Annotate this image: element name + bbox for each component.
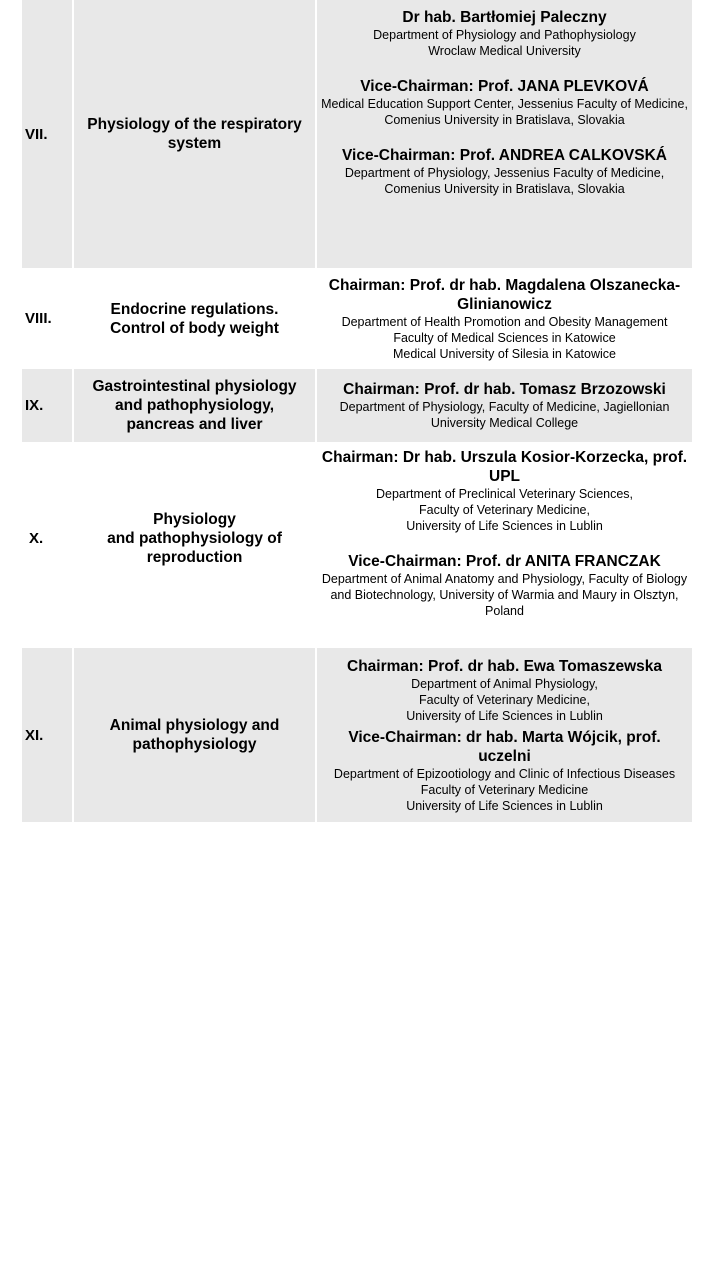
session-number: XI. <box>22 648 74 822</box>
session-chairs <box>317 444 692 632</box>
chair-name: Chairman: Prof. dr hab. Magdalena Olszanecka-Glinianowicz <box>328 276 681 313</box>
session-topic: Physiology of the respiratory system <box>74 0 317 268</box>
vice-chair-name: Vice-Chairman: dr hab. Marta Wójcik, prof. uczelni <box>348 728 661 765</box>
sessions-table <box>22 0 692 822</box>
session-topic: Physiology and pathophysiology of reproduction <box>74 444 317 632</box>
vice-chair-affiliation: Department of Physiology, Jessenius Faculty of Medicine, Comenius University in Bratislava, Slovakia <box>344 166 665 196</box>
chair-affiliation: Department of Animal Physiology, Faculty of Veterinary Medicine, University of Life Sciences in Lublin <box>406 676 603 723</box>
chair-affiliation: Department of Preclinical Veterinary Sciences, Faculty of Veterinary Medicine, University of Life Sciences in Lublin <box>375 487 634 533</box>
vice-chair-name: Vice-Chairman: Prof. ANDREA CALKOVSKÁ <box>342 147 667 164</box>
session-chairs <box>317 648 692 822</box>
chair-affiliation: Department of Physiology, Faculty of Medicine, Jagiellonian University Medical College <box>339 400 670 430</box>
session-chairs <box>317 0 692 268</box>
chair-affiliation: Department of Physiology and Pathophysiology Wroclaw Medical University <box>373 28 636 58</box>
session-number: IX. <box>22 369 74 442</box>
session-row <box>22 646 692 822</box>
vice-chair-affiliation: Department of Epizootiology and Clinic of Infectious Diseases Faculty of Veterinary Medicine University of Life Sciences in Lublin <box>333 766 676 813</box>
session-row <box>22 0 692 268</box>
session-row <box>22 268 692 367</box>
session-topic: Gastrointestinal physiology and pathophysiology, pancreas and liver <box>74 369 317 442</box>
chair-name: Dr hab. Bartłomiej Paleczny <box>402 9 607 26</box>
chair-name: Chairman: Dr hab. Urszula Kosior-Korzecka, prof. UPL <box>321 449 688 485</box>
session-number: X. <box>22 444 74 632</box>
session-chairs <box>317 369 692 442</box>
chair-name: Chairman: Prof. dr hab. Tomasz Brzozowski <box>343 381 666 398</box>
session-number: VII. <box>22 0 74 268</box>
vice-chair-affiliation: Medical Education Support Center, Jessenius Faculty of Medicine, Comenius University in Bratislava, Slovakia <box>321 97 688 127</box>
session-topic: Animal physiology and pathophysiology <box>74 648 317 822</box>
chair-name: Chairman: Prof. dr hab. Ewa Tomaszewska <box>347 657 662 675</box>
chair-affiliation: Department of Health Promotion and Obesity Management Faculty of Medical Sciences in Katowice Medical University of Silesia in Katowice <box>341 314 668 361</box>
session-row <box>22 442 692 632</box>
vice-chair-name: Vice-Chairman: Prof. dr ANITA FRANCZAK <box>348 553 661 570</box>
session-row <box>22 367 692 442</box>
session-topic: Endocrine regulations. Control of body weight <box>74 270 317 367</box>
vice-chair-name: Vice-Chairman: Prof. JANA PLEVKOVÁ <box>360 78 649 95</box>
session-number: VIII. <box>22 270 74 367</box>
vice-chair-affiliation: Department of Animal Anatomy and Physiology, Faculty of Biology and Biotechnology, University of Warmia and Maury in Olsztyn, Poland <box>321 572 688 618</box>
session-chairs <box>317 270 692 367</box>
